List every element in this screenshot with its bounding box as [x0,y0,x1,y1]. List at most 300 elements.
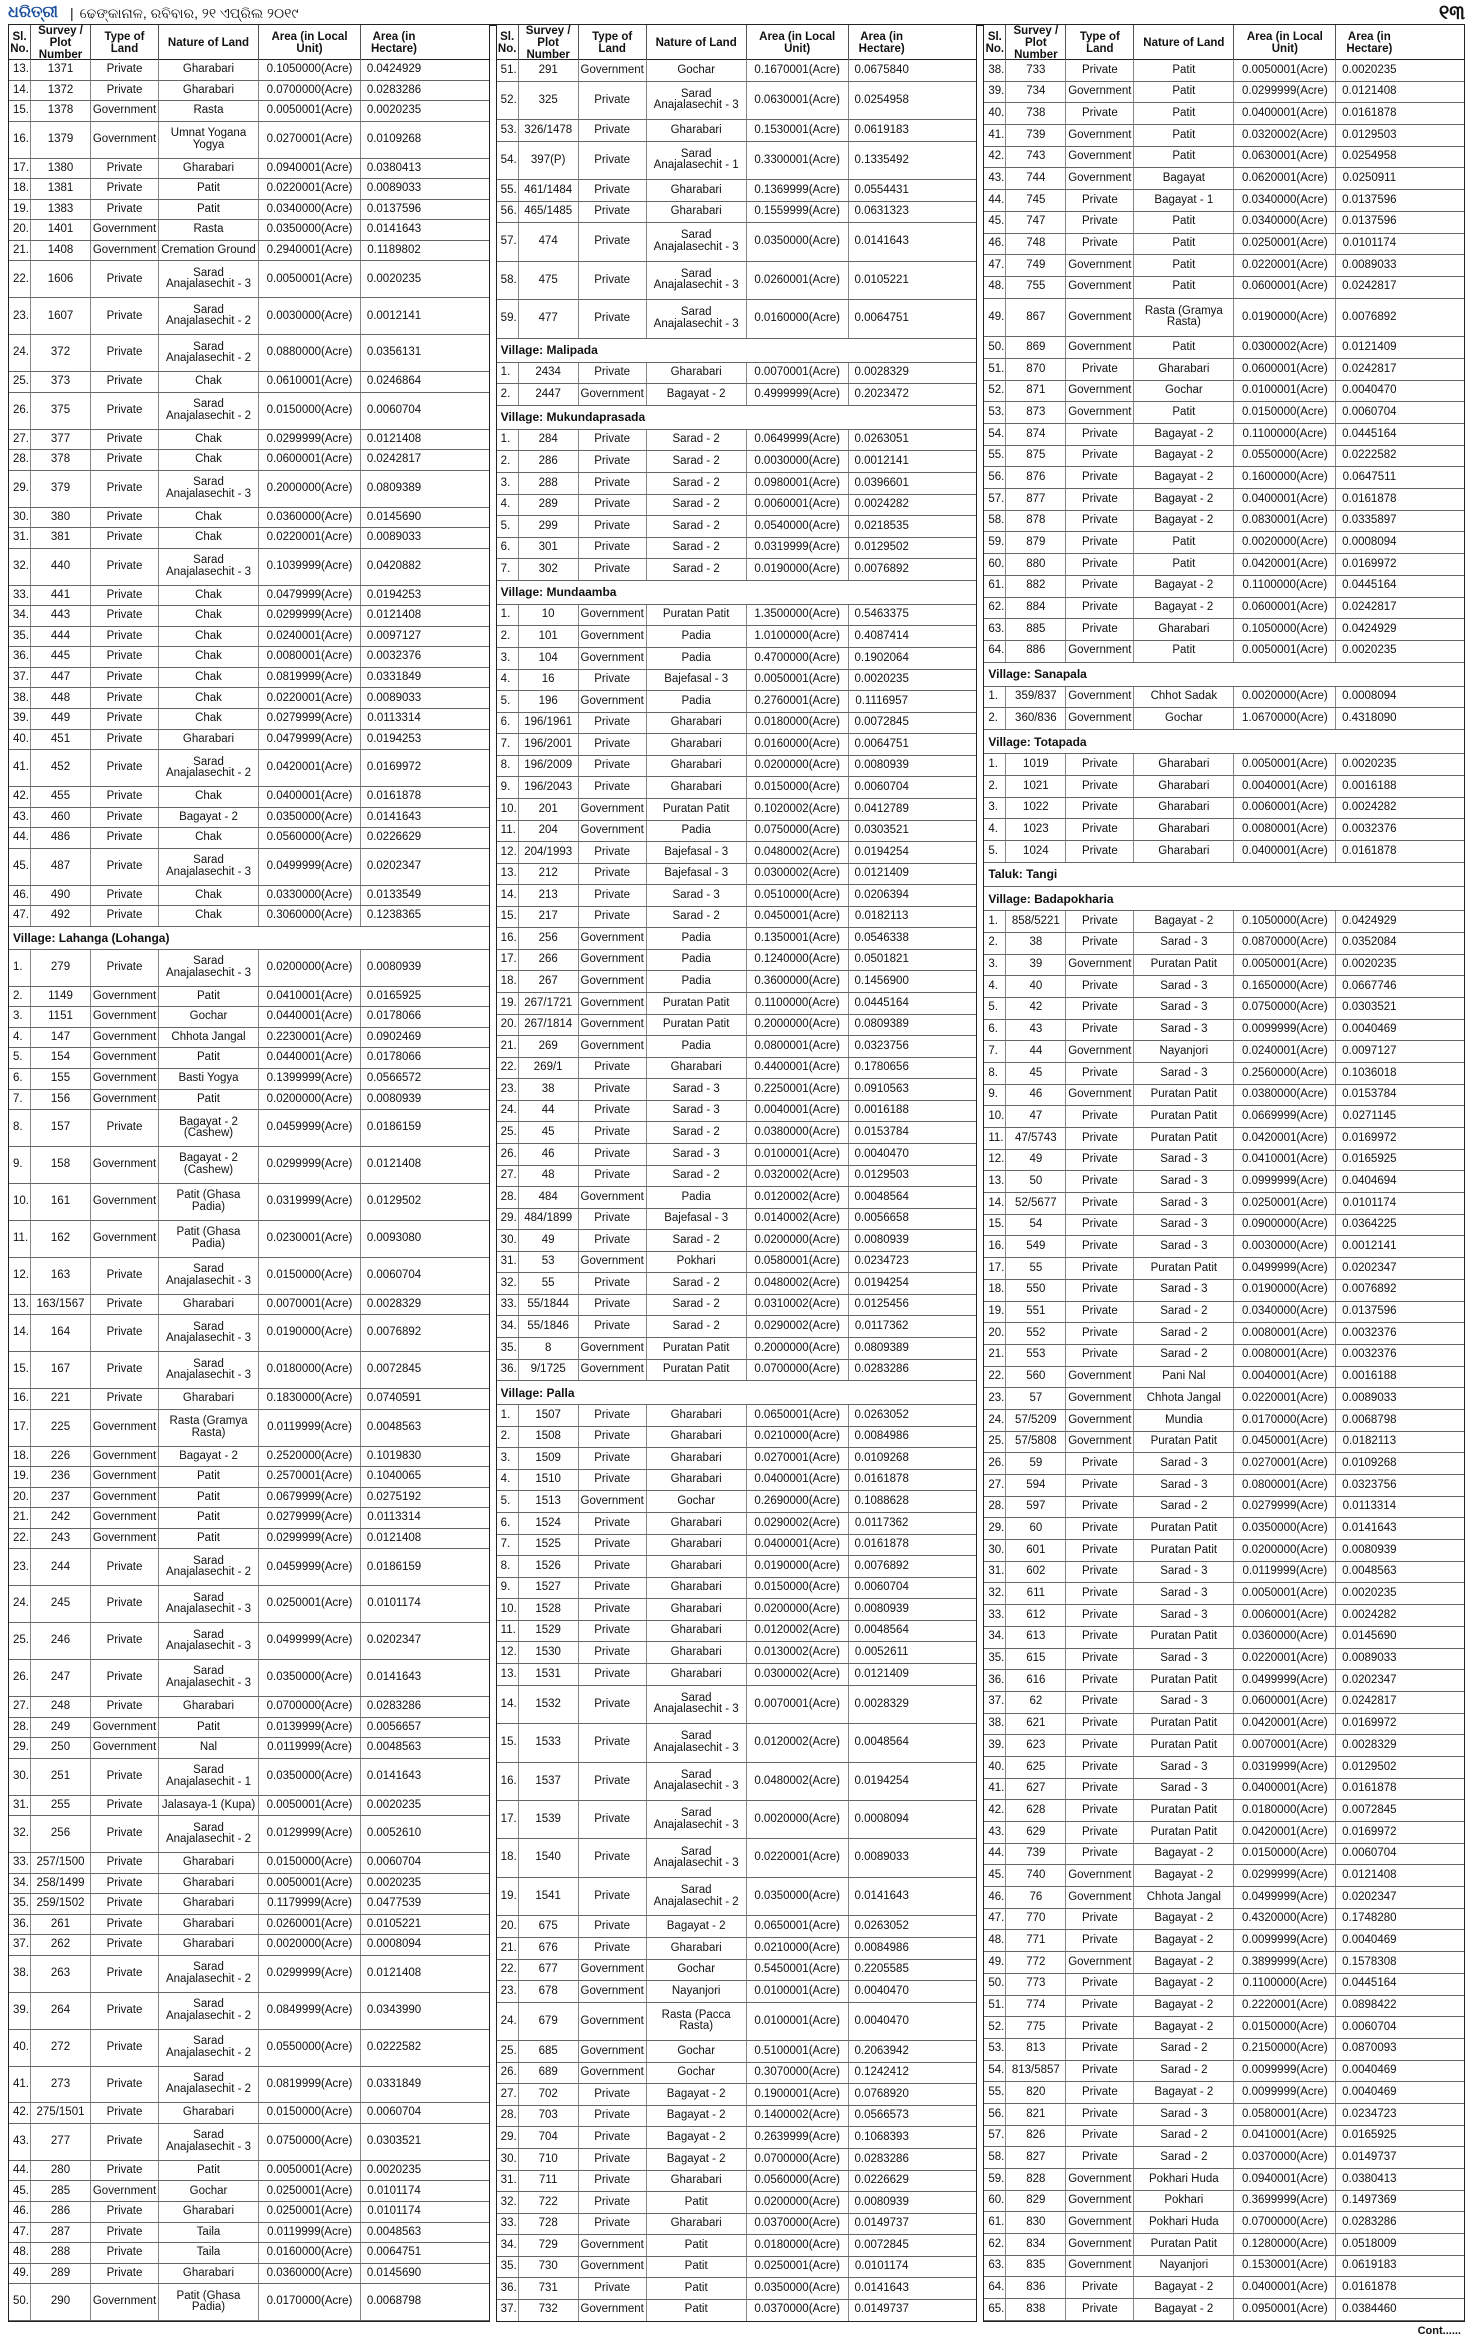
cell-survey-plot-number: 830 [1006,2212,1066,2233]
cell-type-of-land: Government [91,1221,159,1257]
cell-area-hectare: 0.0068798 [366,2295,422,2308]
cell-nature-of-land: Sarad - 2 [647,451,747,472]
table-row [9,1623,489,1660]
cell-nature-of-land: Gharabari [647,1938,747,1959]
cell-nature-of-land: Padia [647,971,747,992]
cell-area-local-unit: 0.2520000(Acre) [259,1447,361,1467]
cell-sl-no: 53. [497,120,519,141]
cell-area-local-unit: 0.0700000(Acre) [259,81,361,101]
cell-survey-plot-number: 157 [31,1110,91,1146]
cell-survey-plot-number: 46 [519,1144,579,1165]
cell-survey-plot-number: 299 [519,516,579,537]
cell-area-hectare: 0.0145690 [1342,1630,1397,1643]
cell-type-of-land: Private [579,1058,647,1079]
cell-nature-of-land: Sarad - 3 [1134,933,1234,954]
cell-nature-of-land: Chak [159,627,259,647]
cell-sl-no: 57. [497,223,519,260]
cell-sl-no: 52. [984,2017,1006,2038]
cell-sl-no: 27. [984,1475,1006,1496]
cell-nature-of-land: Gochar [647,1491,747,1512]
cell-nature-of-land: Puratan Patit [1134,1670,1234,1691]
cell-nature-of-land: Bagayat - 2 [647,2127,747,2148]
cell-type-of-land: Government [579,1960,647,1981]
cell-nature-of-land: Sarad Anajalasechit - 3 [159,1623,259,1659]
cell-area-local-unit: 0.0040001(Acre) [1234,1367,1336,1388]
cell-area-hectare: 0.0554431 [854,183,909,196]
cell-type-of-land: Private [91,471,159,507]
cell-nature-of-land: Gharabari [159,1853,259,1873]
cell-survey-plot-number: 263 [31,1956,91,1992]
cell-survey-plot-number: 597 [1006,1497,1066,1518]
table-row [984,1258,1464,1280]
table-row [497,2149,977,2171]
cell-nature-of-land: Sarad - 2 [647,1273,747,1294]
cell-area-local-unit: 0.0479999(Acre) [259,730,361,750]
cell-type-of-land: Government [91,1184,159,1220]
cell-type-of-land: Private [579,1916,647,1937]
cell-sl-no: 1. [497,605,519,626]
cell-sl-no: 49. [9,2264,31,2284]
cell-area-hectare: 0.0040470 [1342,384,1397,397]
cell-sl-no: 21. [9,241,31,261]
cell-sl-no: 64. [984,2277,1006,2298]
cell-type-of-land: Private [1066,2061,1134,2082]
cell-sl-no: 31. [984,1562,1006,1583]
cell-area-hectare: 0.0028329 [854,366,909,379]
cell-survey-plot-number: 155 [31,1069,91,1089]
cell-sl-no: 4. [497,670,519,691]
cell-area-hectare: 0.0048564 [854,1736,909,1749]
cell-sl-no: 30. [9,508,31,528]
cell-area-local-unit: 0.0540000(Acre) [747,516,849,537]
cell-survey-plot-number: 484/1899 [519,1209,579,1230]
cell-sl-no: 32. [9,1816,31,1852]
cell-type-of-land: Private [1066,1800,1134,1821]
cell-type-of-land: Government [579,821,647,842]
cell-area-local-unit: 0.0370000(Acre) [1234,2147,1336,2168]
cell-sl-no: 62. [984,2234,1006,2255]
cell-type-of-land: Government [579,1338,647,1359]
cell-area-local-unit: 0.0190000(Acre) [747,559,849,580]
cell-area-hectare: 0.0141643 [854,2281,909,2294]
cell-type-of-land: Private [579,559,647,580]
cell-area-hectare: 0.0064751 [854,312,909,325]
cell-sl-no: 13. [497,864,519,885]
table-row [984,2234,1464,2256]
cell-type-of-land: Private [579,430,647,451]
cell-sl-no: 26. [984,1453,1006,1474]
cell-area-local-unit: 0.1350001(Acre) [747,928,849,949]
cell-area-hectare: 0.0161878 [854,1538,909,1551]
cell-survey-plot-number: 879 [1006,532,1066,553]
cell-nature-of-land: Chak [159,508,259,528]
cell-type-of-land: Private [91,1586,159,1622]
cell-survey-plot-number: 1541 [519,1878,579,1915]
header-area-hectare: Area (in Hectare) [1346,31,1393,55]
cell-area-hectare: 0.5463375 [854,608,909,621]
cell-area-local-unit: 0.0450001(Acre) [747,907,849,928]
table-row [497,1338,977,1360]
cell-area-hectare: 0.0161878 [1342,2281,1397,2294]
cell-sl-no: 17. [9,1410,31,1446]
table-row [984,168,1464,190]
cell-type-of-land: Private [579,473,647,494]
table-row [9,950,489,987]
newspaper-logo: ଧରିତ୍ରୀ [8,4,58,21]
cell-type-of-land: Private [91,1796,159,1816]
cell-type-of-land: Private [579,1642,647,1663]
cell-nature-of-land: Bagayat [1134,168,1234,189]
cell-type-of-land: Government [579,1015,647,1036]
cell-sl-no: 2. [497,451,519,472]
table-row [497,538,977,560]
cell-nature-of-land: Bagayat - 2 [1134,2082,1234,2103]
cell-area-hectare: 0.0024282 [854,498,909,511]
table-row [984,1041,1464,1063]
cell-type-of-land: Private [1066,1475,1134,1496]
cell-type-of-land: Private [579,142,647,179]
cell-area-hectare: 0.2063942 [854,2044,909,2057]
cell-sl-no: 51. [497,60,519,81]
cell-sl-no: 26. [9,1660,31,1696]
cell-nature-of-land: Puratan Patit [1134,1800,1234,1821]
cell-nature-of-land: Sarad - 2 [647,1122,747,1143]
cell-type-of-land: Government [1066,955,1134,976]
cell-area-hectare: 0.0080939 [854,1233,909,1246]
cell-survey-plot-number: 267/1814 [519,1015,579,1036]
table-row [497,2257,977,2279]
cell-survey-plot-number: 264 [31,1993,91,2029]
cell-nature-of-land: Sarad - 3 [1134,1562,1234,1583]
cell-sl-no: 36. [9,647,31,667]
cell-sl-no: 18. [497,1839,519,1876]
cell-nature-of-land: Patit (Ghasa Padia) [159,1221,259,1257]
cell-sl-no: 30. [497,2149,519,2170]
cell-area-hectare: 0.0076892 [1342,310,1397,323]
cell-type-of-land: Private [1066,598,1134,619]
cell-nature-of-land: Bagayat - 2 (Cashew) [159,1147,259,1183]
cell-sl-no: 37. [9,668,31,688]
cell-nature-of-land: Patit [159,1090,259,1110]
cell-sl-no: 51. [984,1996,1006,2017]
cell-area-hectare: 0.0076892 [366,1326,422,1339]
cell-area-hectare: 0.0396601 [854,476,909,489]
cell-area-local-unit: 0.1900001(Acre) [747,2084,849,2105]
table-row [984,1822,1464,1844]
cell-survey-plot-number: 710 [519,2149,579,2170]
cell-nature-of-land: Patit [647,2257,747,2278]
cell-sl-no: 16. [497,928,519,949]
cell-type-of-land: Private [1066,467,1134,488]
cell-sl-no: 52. [984,381,1006,402]
cell-sl-no: 44. [9,2161,31,2181]
table-row [9,241,489,262]
header-survey-plot-number: Survey / Plot Number [31,25,91,61]
cell-area-local-unit: 0.0319999(Acre) [747,538,849,559]
cell-survey-plot-number: 869 [1006,337,1066,358]
cell-sl-no: 4. [9,1028,31,1048]
cell-nature-of-land: Sarad Anajalasechit - 3 [159,549,259,585]
cell-survey-plot-number: 280 [31,2161,91,2181]
cell-nature-of-land: Sarad - 3 [1134,1063,1234,1084]
table-row [9,1935,489,1956]
cell-area-local-unit: 0.1100000(Acre) [1234,424,1336,445]
cell-area-local-unit: 0.1050000(Acre) [1234,911,1336,932]
cell-survey-plot-number: 1408 [31,241,91,261]
header-survey-plot-number: Survey / Plot Number [519,25,579,61]
cell-nature-of-land: Sarad Anajalasechit - 3 [647,1686,747,1723]
cell-type-of-land: Private [579,262,647,299]
cell-nature-of-land: Patit [1134,212,1234,233]
table-row [9,2067,489,2104]
cell-area-local-unit: 0.0100001(Acre) [747,1144,849,1165]
cell-area-local-unit: 0.0020000(Acre) [1234,687,1336,708]
cell-survey-plot-number: 360/836 [1006,708,1066,729]
cell-area-hectare: 0.0040469 [1342,1023,1397,1036]
cell-nature-of-land: Sarad Anajalasechit - 3 [159,1352,259,1388]
cell-survey-plot-number: 154 [31,1048,91,1068]
table-row [9,298,489,335]
cell-area-local-unit: 0.0190000(Acre) [1234,299,1336,337]
table-row [9,1048,489,1069]
cell-survey-plot-number: 201 [519,799,579,820]
table-row [497,2278,977,2300]
cell-area-hectare: 0.0161878 [1342,1782,1397,1795]
table-row [497,928,977,950]
cell-sl-no: 22. [9,1529,31,1549]
cell-sl-no: 22. [9,261,31,297]
cell-sl-no: 43. [9,2124,31,2160]
cell-survey-plot-number: 373 [31,372,91,392]
cell-area-hectare: 0.4087414 [854,630,909,643]
cell-survey-plot-number: 441 [31,586,91,606]
cell-sl-no: 38. [9,688,31,708]
cell-sl-no: 23. [9,298,31,334]
cell-area-local-unit: 0.0119999(Acre) [1234,1562,1336,1583]
cell-nature-of-land: Bajefasal - 3 [647,670,747,691]
cell-sl-no: 4. [984,819,1006,840]
cell-survey-plot-number: 745 [1006,190,1066,211]
cell-area-hectare: 0.0768920 [854,2087,909,2100]
cell-nature-of-land: Bagayat - 2 [1134,511,1234,532]
cell-sl-no: 41. [9,750,31,786]
cell-sl-no: 29. [984,1518,1006,1539]
table-row [9,2030,489,2067]
cell-area-local-unit: 0.0380000(Acre) [747,1122,849,1143]
cell-area-hectare: 0.0129502 [854,541,909,554]
cell-area-local-unit: 0.0200000(Acre) [1234,1540,1336,1561]
cell-nature-of-land: Patit [159,179,259,199]
cell-type-of-land: Private [579,180,647,201]
table-row [984,1692,1464,1714]
cell-nature-of-land: Bagayat - 2 [1134,1844,1234,1865]
cell-area-local-unit: 0.0050001(Acre) [1234,955,1336,976]
cell-nature-of-land: Bagayat - 2 [1134,1930,1234,1951]
cell-type-of-land: Private [1066,234,1134,255]
table-row [984,2082,1464,2104]
cell-area-local-unit: 0.0120002(Acre) [747,1187,849,1208]
cell-sl-no: 42. [9,2103,31,2123]
table-row [984,1583,1464,1605]
cell-nature-of-land: Gharabari [1134,841,1234,862]
cell-sl-no: 42. [984,147,1006,168]
table-row [984,1605,1464,1627]
cell-survey-plot-number: 813/5857 [1006,2061,1066,2082]
table-row [984,2299,1464,2321]
cell-sl-no: 52. [497,82,519,119]
cell-survey-plot-number: 45 [519,1122,579,1143]
cell-area-hectare: 0.0072845 [1342,1803,1397,1816]
cell-sl-no: 43. [9,808,31,828]
cell-area-local-unit: 0.1369999(Acre) [747,180,849,201]
cell-survey-plot-number: 259/1502 [31,1894,91,1914]
table-row [984,60,1464,82]
cell-area-local-unit: 0.0340000(Acre) [1234,1302,1336,1323]
cell-nature-of-land: Sarad - 3 [1134,1475,1234,1496]
cell-survey-plot-number: 47 [1006,1106,1066,1127]
cell-sl-no: 19. [497,993,519,1014]
cell-nature-of-land: Puratan Patit [1134,1085,1234,1106]
table-row [497,1621,977,1643]
cell-area-hectare: 0.0068798 [1342,1413,1397,1426]
cell-nature-of-land: Nayanjori [1134,1041,1234,1062]
table-row [9,987,489,1008]
table-row [984,776,1464,798]
cell-nature-of-land: Rasta (Gramya Rasta) [1134,299,1234,337]
cell-survey-plot-number: 772 [1006,1952,1066,1973]
table-row [497,1144,977,1166]
table-row [9,1389,489,1410]
cell-nature-of-land: Sarad - 2 [1134,1345,1234,1366]
cell-sl-no: 49. [984,299,1006,337]
header-survey-plot-number: Survey / Plot Number [1006,25,1066,61]
cell-type-of-land: Government [579,626,647,647]
cell-survey-plot-number: 267 [519,971,579,992]
table-row [984,1714,1464,1736]
cell-survey-plot-number: 289 [31,2264,91,2284]
cell-nature-of-land: Padia [647,1187,747,1208]
cell-area-local-unit: 0.4320000(Acre) [1234,1909,1336,1930]
cell-survey-plot-number: 256 [31,1816,91,1852]
table-row [9,2161,489,2182]
cell-area-hectare: 0.0202347 [366,859,422,872]
cell-area-local-unit: 0.0400001(Acre) [1234,1779,1336,1800]
table-row [9,1147,489,1184]
cell-area-local-unit: 0.0200000(Acre) [747,756,849,777]
cell-nature-of-land: Sarad - 2 [647,430,747,451]
cell-type-of-land: Government [579,799,647,820]
cell-nature-of-land: Patit [1134,337,1234,358]
cell-type-of-land: Private [579,1556,647,1577]
cell-nature-of-land: Patit [159,1529,259,1549]
cell-nature-of-land: Puratan Patit [1134,1822,1234,1843]
cell-type-of-land: Private [1066,2147,1134,2168]
cell-sl-no: 13. [9,1295,31,1315]
cell-survey-plot-number: 266 [519,950,579,971]
cell-area-hectare: 0.0303521 [854,824,909,837]
cell-nature-of-land: Patit [159,1488,259,1508]
cell-survey-plot-number: 378 [31,450,91,470]
cell-nature-of-land: Patit [1134,532,1234,553]
cell-type-of-land: Private [1066,1280,1134,1301]
cell-nature-of-land: Chak [159,668,259,688]
cell-sl-no: 24. [497,2003,519,2040]
table-row [497,2300,977,2322]
cell-survey-plot-number: 455 [31,787,91,807]
cell-type-of-land: Private [91,261,159,297]
table-row [9,1915,489,1936]
cell-sl-no: 5. [984,998,1006,1019]
cell-type-of-land: Private [91,2264,159,2284]
cell-nature-of-land: Gharabari [159,730,259,750]
cell-area-hectare: 0.0101174 [1342,237,1397,250]
cell-area-local-unit: 0.0220001(Acre) [1234,1649,1336,1670]
table-row [497,648,977,670]
cell-area-hectare: 0.0141643 [854,235,909,248]
table-row [9,450,489,471]
cell-type-of-land: Government [579,928,647,949]
cell-area-hectare: 0.0121408 [366,1967,422,1980]
cell-type-of-land: Government [91,1447,159,1467]
cell-area-local-unit: 0.0330000(Acre) [259,886,361,906]
header-area-hectare: Area (in Hectare) [858,31,905,55]
cell-sl-no: 21. [497,1938,519,1959]
cell-type-of-land: Private [91,298,159,334]
cell-survey-plot-number: 551 [1006,1302,1066,1323]
cell-nature-of-land: Gharabari [647,756,747,777]
cell-survey-plot-number: 474 [519,223,579,260]
cell-nature-of-land: Puratan Patit [1134,1735,1234,1756]
table-row [984,190,1464,212]
cell-type-of-land: Private [91,549,159,585]
cell-type-of-land: Private [579,1599,647,1620]
cell-area-local-unit: 0.0080001(Acre) [1234,1345,1336,1366]
cell-nature-of-land: Puratan Patit [1134,1627,1234,1648]
cell-type-of-land: Government [579,2003,647,2040]
cell-survey-plot-number: 447 [31,668,91,688]
cell-nature-of-land: Sarad - 3 [1134,1020,1234,1041]
cell-area-local-unit: 0.0270001(Acre) [1234,1453,1336,1474]
cell-area-hectare: 0.0060704 [1342,2020,1397,2033]
cell-sl-no: 40. [984,103,1006,124]
table-row [984,1952,1464,1974]
cell-nature-of-land: Sarad Anajalasechit - 3 [159,1660,259,1696]
cell-survey-plot-number: 1532 [519,1686,579,1723]
cell-area-local-unit: 0.0700000(Acre) [259,1697,361,1717]
cell-sl-no: 14. [9,81,31,101]
cell-area-local-unit: 0.1240000(Acre) [747,950,849,971]
table-row [9,606,489,627]
cell-survey-plot-number: 8 [519,1338,579,1359]
cell-sl-no: 40. [9,2030,31,2066]
cell-area-hectare: 0.0060704 [366,2106,422,2119]
cell-sl-no: 19. [984,1302,1006,1323]
cell-area-local-unit: 0.0300002(Acre) [747,864,849,885]
cell-type-of-land: Government [91,1488,159,1508]
cell-survey-plot-number: 549 [1006,1236,1066,1257]
cell-survey-plot-number: 57/5209 [1006,1410,1066,1431]
cell-area-hectare: 0.0105221 [366,1917,422,1930]
table-row [497,60,977,82]
cell-nature-of-land: Gharabari [159,81,259,101]
cell-type-of-land: Private [1066,1323,1134,1344]
cell-area-hectare: 0.0242817 [1342,280,1397,293]
cell-nature-of-land: Sarad - 2 [647,907,747,928]
cell-area-local-unit: 0.0250001(Acre) [259,2202,361,2222]
table-row [9,828,489,849]
cell-survey-plot-number: 44 [519,1101,579,1122]
cell-type-of-land: Private [91,1660,159,1696]
